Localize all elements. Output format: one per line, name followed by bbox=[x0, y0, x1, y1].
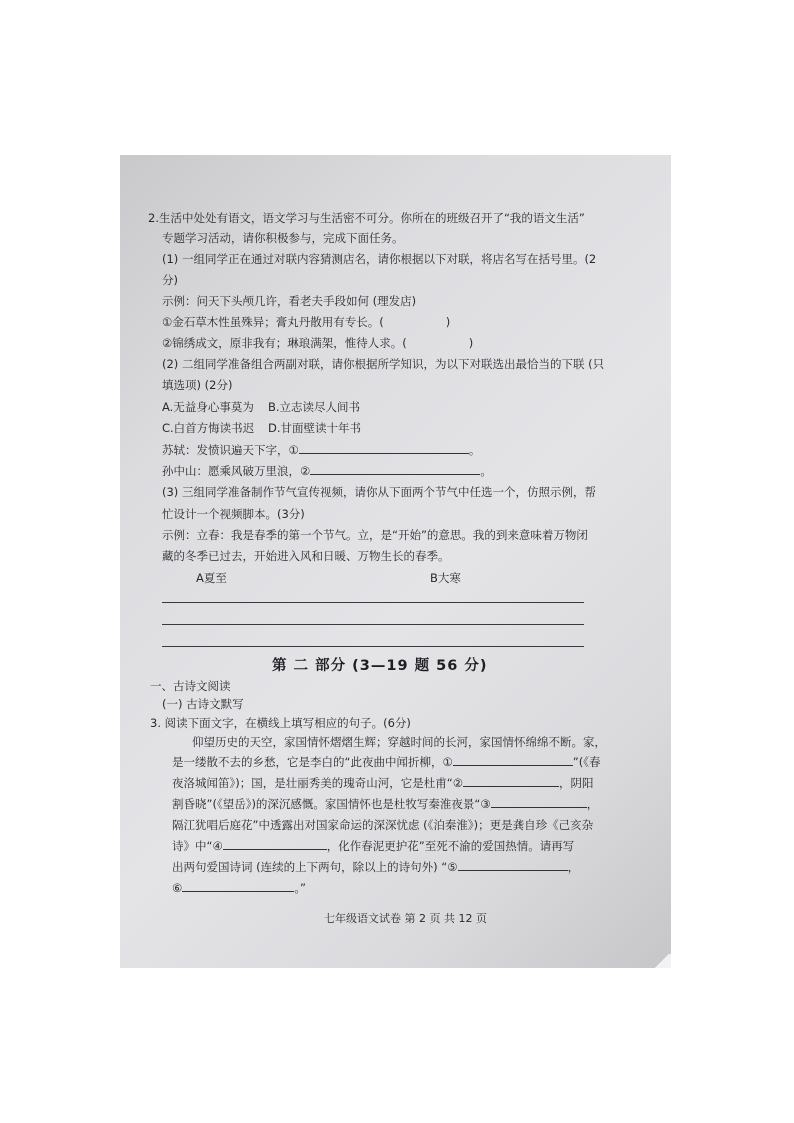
couplet-2-close: ) bbox=[468, 336, 474, 350]
q2-example3-line1: 示例：立春：我是春季的第一个节气。立，是“开始”的意思。我的到来意味着万物闭 bbox=[162, 528, 588, 542]
blank-5[interactable] bbox=[458, 860, 568, 871]
q3-line1: 仰望历史的天空，家国情怀熠熠生辉；穿越时间的长河，家国情怀绵绵不断。家， bbox=[192, 735, 606, 749]
q3-line7-text: 出两句爱国诗词 (连续的上下两句，除以上的诗句外) “⑤ bbox=[172, 860, 458, 874]
answer-line-1[interactable] bbox=[162, 602, 584, 603]
q2-task1-line2: 分) bbox=[162, 273, 178, 287]
choice-b: B大寒 bbox=[430, 571, 461, 585]
q2-task2-line2: 填选项) (2分) bbox=[162, 378, 233, 392]
sushi-answer-blank[interactable] bbox=[299, 443, 469, 454]
page-footer: 七年级语文试卷 第 2 页 共 12 页 bbox=[324, 912, 487, 925]
option-d: D.甘面壁读十年书 bbox=[268, 421, 362, 435]
couplet-1-text: ①金石草木性虽殊异；膏丸丹散用有专长。( bbox=[162, 315, 384, 329]
blank-2[interactable] bbox=[463, 776, 559, 787]
q3-line8-end: 。” bbox=[294, 881, 307, 895]
q3-line8 bbox=[172, 881, 306, 896]
sunzs-text: 孙中山：愿乘风破万里浪，② bbox=[162, 464, 311, 478]
sunzs-answer-blank[interactable] bbox=[310, 464, 480, 475]
q2-task1-line1: (1) 一组同学正在通过对联内容猜测店名，请你根据以下对联，将店名写在括号里。(2 bbox=[162, 252, 597, 266]
q3-line8-text: ⑥ bbox=[172, 881, 183, 895]
q3-line2-text: 是一缕散不去的乡愁，它是李白的“此夜曲中闻折柳，① bbox=[172, 755, 453, 769]
couplet-2-text: ②锦绣成文，原非我有；琳琅满架，惟待人求。( bbox=[162, 336, 407, 350]
couplet-1-close: ) bbox=[445, 315, 451, 329]
option-c: C.白首方悔读书迟 bbox=[162, 421, 255, 435]
q3-line3-text: 夜洛城闻笛》)；国，是壮丽秀美的瑰奇山河，它是杜甫“② bbox=[172, 776, 464, 790]
couplet-2 bbox=[162, 336, 473, 351]
blank-4[interactable] bbox=[223, 839, 327, 850]
q3-line5: 隔江犹唱后庭花”中透露出对国家命运的深深忧虑 (《泊秦淮》)；更是龚自珍《己亥杂 bbox=[172, 818, 594, 832]
option-b: B.立志读尽人间书 bbox=[268, 400, 361, 414]
couplet-2-answer-slot[interactable] bbox=[407, 337, 469, 347]
q2-task3-line1: (3) 三组同学准备制作节气宣传视频，请你从下面两个节气中任选一个，仿照示例，帮 bbox=[162, 485, 596, 499]
q3-line4-text: 割昏晓”(《望岳》)的深沉感慨。家国情怀也是杜牧写秦淮夜景“③ bbox=[172, 797, 491, 811]
choice-a: A夏至 bbox=[196, 571, 227, 585]
sunzs-end: 。 bbox=[480, 464, 492, 478]
q3-heading: 3. 阅读下面文字，在横线上填写相应的句子。(6分) bbox=[150, 716, 411, 730]
sushi-text: 苏轼：发愤识遍天下字，① bbox=[162, 443, 299, 457]
answer-line-2[interactable] bbox=[162, 624, 584, 625]
option-a: A.无益身心事莫为 bbox=[162, 400, 254, 414]
section-ancient-poetry: 一、古诗文阅读 bbox=[150, 679, 231, 693]
q3-line7 bbox=[172, 860, 579, 875]
q3-line3-end: ，阴阳 bbox=[559, 776, 594, 790]
q2-example1: 示例：问天下头颅几许，看老夫手段如何 (理发店) bbox=[162, 294, 417, 308]
q3-line6 bbox=[172, 839, 574, 854]
blank-6[interactable] bbox=[182, 881, 294, 892]
q2-intro-line2: 专题学习活动，请你积极参与，完成下面任务。 bbox=[162, 231, 404, 245]
q2-task2-line1: (2) 二组同学准备组合两副对联，请你根据所学知识，为以下对联选出最恰当的下联 (只 bbox=[162, 357, 605, 371]
q3-line7-end: ， bbox=[567, 860, 580, 874]
q3-line4-end: ， bbox=[586, 797, 599, 811]
sushi-end: 。 bbox=[468, 443, 481, 457]
sunzs-couplet bbox=[162, 464, 492, 479]
blank-3[interactable] bbox=[491, 797, 587, 808]
q3-line6-end: ，化作春泥更护花”至死不渝的爱国热情。请再写 bbox=[326, 839, 575, 853]
sushi-couplet bbox=[162, 443, 480, 458]
blank-1[interactable] bbox=[453, 755, 573, 766]
q3-line2-end: ”(《春 bbox=[572, 755, 601, 769]
q3-line2 bbox=[172, 755, 600, 770]
couplet-1 bbox=[162, 315, 450, 330]
couplet-1-answer-slot[interactable] bbox=[384, 316, 446, 326]
q2-task3-line2: 忙设计一个视频脚本。(3分) bbox=[162, 507, 305, 521]
q3-line4 bbox=[172, 797, 598, 812]
subsection-dictation: (一) 古诗文默写 bbox=[162, 697, 244, 711]
part2-title: 第 二 部分 (3—19 题 56 分) bbox=[272, 658, 488, 674]
q2-intro-line1: 2.生活中处处有语文，语文学习与生活密不可分。你所在的班级召开了“我的语文生活” bbox=[148, 211, 585, 225]
q3-line3 bbox=[172, 776, 594, 791]
q2-example3-line2: 藏的冬季已过去，开始进入风和日暖、万物生长的春季。 bbox=[162, 549, 450, 563]
answer-line-3[interactable] bbox=[162, 646, 584, 647]
q3-line6-text: 诗》中“④ bbox=[172, 839, 223, 853]
